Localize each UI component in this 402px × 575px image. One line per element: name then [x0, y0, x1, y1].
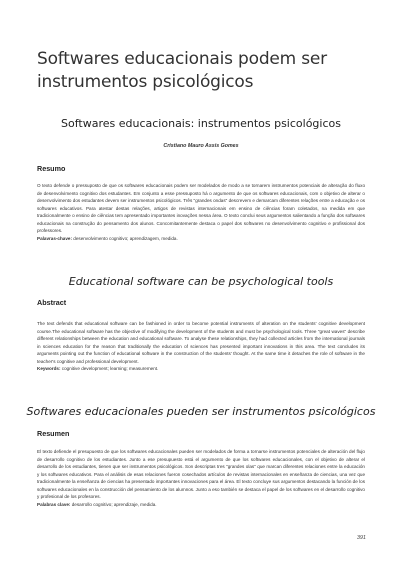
keywords-label: Keywords: — [37, 366, 61, 372]
palabras-clave-label: Palabras clave: — [37, 501, 71, 507]
resumo-body — [37, 182, 365, 242]
resumen-body — [37, 448, 365, 508]
palabras-clave-text: desarrollo cognitivo; aprendizaje, medida. — [71, 501, 157, 507]
resumo-text: O texto defende o pressuposto de que os softwares educacionais podem ser modelados de modo a se tornarem instrumentos potenciais de alteração do fluxo de desenvolvimento cognitivo dos estudantes. Em conjunto a esse pressuposto há o argumento de que os softwares educacionais, com o objetivo de alterar o desenvolvimento dos estudantes devem ser instrumentos psicológicos. Três "grandes ondas" descrevem e demarcam diferentes relações entre a educação e os softwares educativos. Para atestar destas relações, artigos de revistas internacionais em ensino de ciências foram coletados, na medida em que tradicionalmente o ensino de ciências tem apresentado importantes inovações nessa área. O texto conclui seus argumentos salientando a função dos softwares educacionais na construção do pensamento dos alunos. Concomitantemente destaca o papel dos softwares no desenvolvimento cognitivo e profissional dos professores. — [37, 183, 365, 234]
keywords-text: cognitive development; learning; measurement. — [61, 366, 159, 372]
abstract-heading: Abstract — [37, 298, 67, 307]
resumo-heading: Resumo — [37, 164, 66, 173]
english-heading: Educational software can be psychological tools — [68, 275, 334, 288]
palavras-chave-text: desenvolvimento cognitivo; aprendizagem, medida. — [73, 235, 178, 241]
article-title: Softwares educacionais podem ser instrumentos psicológicos — [37, 49, 327, 92]
spanish-heading: Softwares educacionales pueden ser instrumentos psicológicos — [26, 405, 376, 418]
portuguese-heading: Softwares educacionais: instrumentos psicológicos — [61, 117, 341, 130]
resumen-text: El texto defiende el presupuesto de que los softwares educacionales pueden ser modelados de forma a tornarse instrumentos potenciales de alteración del flujo de desarrollo cognitivo de los estudiantes. Junto a ese presupuesto está el argumento de que los softwares educacionales, con el objetivo de alterar el desarrollo de los estudiantes, tienen que ser instrumentos psicológicos. Son descriptas tres "grandes olas" que marcan diferentes relaciones entre la educación y los softwares educativos. Para el análisis de esas relaciones fueron cosechados artículos de revistas internacionales en enseñanza de ciencias, una vez que tradicionalmente la enseñanza de ciencias ha presentado importantes innovaciones para el área. El texto concluye sus argumentos destacando la función de los softwares educacionales en la construcción del pensamiento de los alumnos. Junto a eso también se destaca el papel de los softwares en el desarrollo cognitivo y profesional de los profesores. — [37, 449, 365, 500]
author-name: Cristiano Mauro Assis Gomes — [163, 143, 239, 149]
abstract-text: The text defends that educational software can be fashioned in order to become potential instruments of alteration on the students' cognitive development course.The educational software has the objective of modifying the development of the students and must be psychological tools. Three "great waves" describe different relationships between the education and educational software. To analyse these relationships, they had collected articles from the international journals in sciences education for the reason that traditionally the education of sciences has presented important innovations in this area. The text concludes its arguments pointing out the function of educational software in the construction of the students' thought. At the same time it detaches the role of software in the teacher's cognitive and professional development. — [37, 321, 365, 364]
page-number: 391 — [356, 535, 366, 541]
abstract-body — [37, 320, 365, 373]
resumen-heading: Resumen — [37, 429, 70, 438]
palavras-chave-label: Palavras-chave: — [37, 235, 72, 241]
